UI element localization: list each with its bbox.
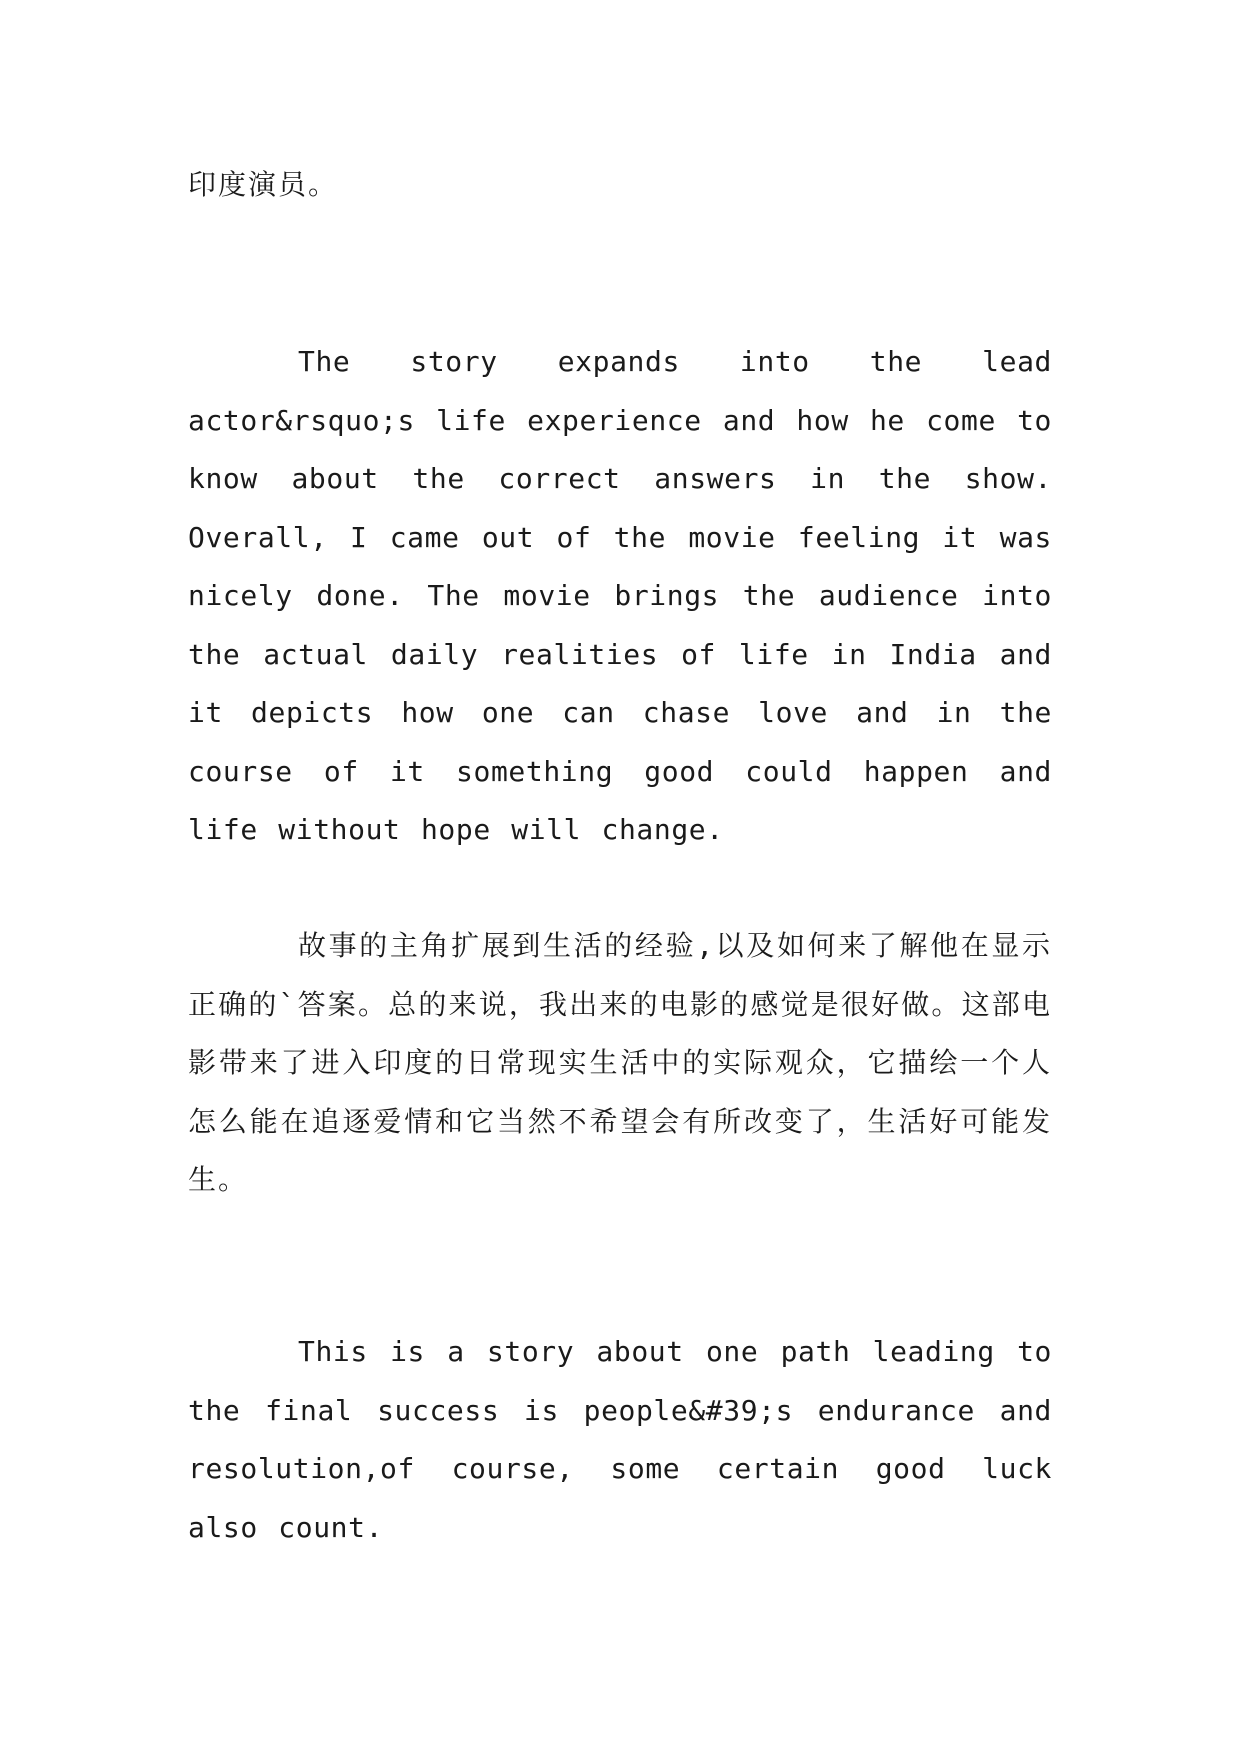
paragraph-chinese-story: 故事的主角扩展到生活的经验,以及如何来了解他在显示正确的`答案。总的来说，我出来的电影的感觉是很好做。这部电影带来了进入印度的日常现实生活中的实际观众，它描绘一个人怎么能在追逐爱情和它当然不希望会有所改变了，生活好可能发生。 xyxy=(188,929,1052,1196)
paragraph-english-conclusion: This is a story about one path leading to the final success is people&#39;s endurance and resolution,of course, some certain good luck also count. xyxy=(188,1335,1052,1544)
paragraph-english-story: The story expands into the lead actor&rsquo;s life experience and how he come to know about the correct answers in the show. Overall, I came out of the movie feeling it was nicely done. The movie brings the audience into the actual daily realities of life in India and it depicts how one can chase love and in the course of it something good could happen and life without hope will change. xyxy=(188,345,1052,846)
paragraph-chinese-intro: 印度演员。 xyxy=(188,168,339,201)
